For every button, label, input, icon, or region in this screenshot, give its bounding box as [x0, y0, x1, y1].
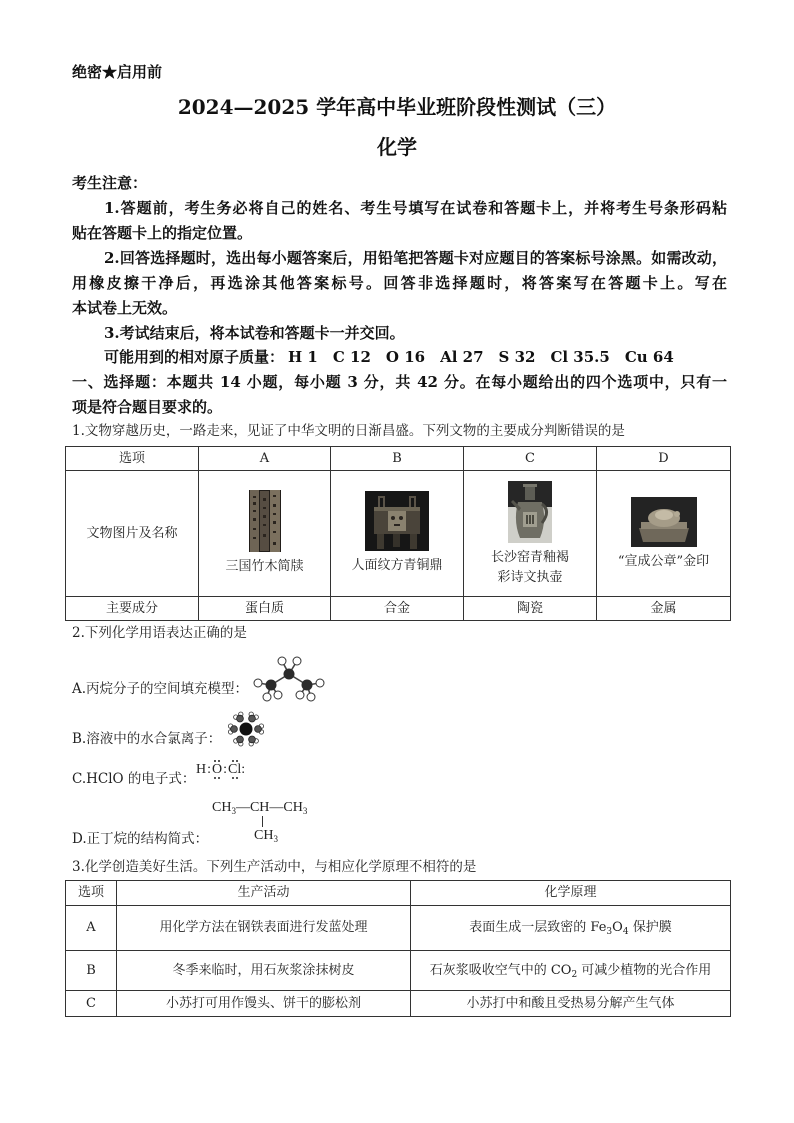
ewer-photo: [508, 481, 552, 543]
principle-cell: [411, 906, 731, 951]
question-2-stem: 2.下列化学用语表达正确的是: [72, 625, 247, 641]
subscript: 3: [273, 834, 278, 844]
table-row: [66, 991, 731, 1017]
propane-model-figure: [253, 652, 325, 702]
hydrated-chloride-figure: [225, 711, 267, 747]
production-principle-table: [65, 880, 731, 1017]
exam-title: 2024—2025 学年高中毕业班阶段性测试（三）: [177, 95, 617, 119]
component-cell-d: 金属: [597, 597, 731, 621]
artifact-c: [464, 471, 596, 588]
carbon-atoms: [266, 669, 313, 691]
principle-text: O: [612, 920, 623, 935]
atomic-mass-label: 可能用到的相对原子质量：: [104, 348, 285, 366]
component-cell-a: 蛋白质: [199, 597, 331, 621]
shared-pair: :: [207, 762, 212, 777]
atomic-mass-item: S 32: [498, 348, 536, 366]
option-cell: B: [66, 951, 117, 991]
artifact-b: [331, 471, 463, 576]
artifact-caption: 人面纹方青铜鼎: [351, 558, 443, 573]
question-1-stem: 1.文物穿越历史，一路走来，见证了中华文明的日渐昌盛。下列文物的主要成分判断错误的是: [72, 423, 625, 439]
chloride-ion: [240, 723, 253, 736]
header-cell-activity: 生产活动: [117, 881, 411, 906]
principle-text: 石灰浆吸收空气中的 CO: [429, 962, 572, 978]
principle-text: 表面生成一层致密的 Fe: [469, 920, 607, 935]
table-row: [66, 951, 731, 991]
header-cell-a: A: [199, 447, 331, 471]
lone-pair: :: [241, 762, 246, 777]
artifact-caption: 长沙窑青釉褐: [490, 550, 569, 565]
methyl-group: CH: [212, 800, 232, 815]
atomic-masses-line: [104, 347, 674, 367]
confidential-mark: 绝密★启用前: [72, 63, 163, 81]
gold-seal-photo: [631, 497, 697, 547]
chain-middle: —CH—CH: [235, 800, 303, 815]
principle-text: 保护膜: [628, 920, 672, 935]
header-cell-option: 选项: [66, 881, 117, 906]
header-cell-b: B: [331, 447, 464, 471]
atom-h: H: [196, 762, 207, 777]
notice-item-2-line-3: 本试卷上无效。: [72, 299, 178, 317]
atomic-mass-item: C 12: [332, 348, 371, 366]
principle-cell: 小苏打中和酸且受热易分解产生气体: [411, 991, 731, 1017]
artifact-cell-c: [464, 471, 597, 597]
bronze-ding-photo: [365, 491, 429, 551]
table-row: [66, 906, 731, 951]
atom-cl: Cl: [228, 762, 242, 777]
subscript: 3: [231, 806, 236, 816]
subscript: 3: [606, 927, 613, 937]
subscript: 2: [571, 969, 578, 980]
atomic-mass-item: Cu 64: [624, 348, 674, 366]
artifact-cell-b: [331, 471, 464, 597]
artifact-a: [199, 471, 330, 577]
option-cell: A: [66, 906, 117, 951]
atomic-mass-item: O 16: [385, 348, 426, 366]
artifact-table: [65, 446, 731, 621]
section-heading-line-2: 项是符合题目要求的。: [72, 398, 223, 416]
notice-item-3: 3.考试结束后，将本试卷和答题卡一并交回。: [104, 324, 405, 342]
subscript: 4: [622, 927, 629, 937]
header-cell-principle: 化学原理: [411, 881, 731, 906]
header-cell-option: 选项: [66, 447, 199, 471]
shared-pair: :: [223, 762, 228, 777]
artifact-cell-d: [597, 471, 731, 597]
branch-bond: [262, 816, 263, 827]
notice-item-1-line-2: 贴在答题卡上的指定位置。: [72, 224, 253, 242]
question-3-stem: 3.化学创造美好生活。下列生产活动中，与相应化学原理不相符的是: [72, 859, 477, 875]
option-c-text: C.HClO 的电子式：: [72, 771, 196, 787]
ewer-inscription: [526, 515, 534, 524]
artifact-caption: “宣成公章”金印: [617, 554, 710, 569]
component-row: [66, 597, 731, 621]
subject-title: 化学: [377, 135, 417, 159]
atomic-mass-item: Cl 35.5: [550, 348, 610, 366]
artifact-caption: 彩诗文执壶: [497, 570, 563, 585]
activity-cell: 小苏打可用作馒头、饼干的膨松剂: [117, 991, 411, 1017]
methyl-group: CH: [254, 828, 274, 843]
artifact-image-row: [66, 471, 731, 597]
component-cell-b: 合金: [331, 597, 464, 621]
notice-heading: 考生注意：: [72, 174, 148, 192]
atom-o: O: [212, 762, 223, 777]
subscript: 3: [302, 806, 308, 816]
bamboo-slips-photo: [249, 490, 281, 552]
branch-methyl: [254, 827, 278, 844]
principle-text: 可减少植物的光合作用: [577, 962, 712, 978]
component-cell-c: 陶瓷: [464, 597, 597, 621]
header-cell-c: C: [464, 447, 597, 471]
section-heading-line-1: 一、选择题：本题共 14 小题，每小题 3 分，共 42 分。在每小题给出的四个选项中，只有一: [72, 373, 727, 391]
header-cell-d: D: [597, 447, 731, 471]
row-label-component: 主要成分: [66, 597, 199, 621]
artifact-caption: 三国竹木简牍: [225, 559, 304, 574]
row-label-images: 文物图片及名称: [66, 471, 199, 597]
notice-item-2-line-1: 2.回答选择题时，选出每小题答案后，用铅笔把答题卡对应题目的答案标号涂黑。如需改动，: [104, 249, 727, 267]
option-a-text: A.丙烷分子的空间填充模型：: [72, 681, 249, 697]
atomic-mass-item: Al 27: [440, 348, 484, 366]
main-chain: [212, 799, 307, 816]
activity-cell: 冬季来临时，用石灰浆涂抹树皮: [117, 951, 411, 991]
table-header-row: [66, 881, 731, 906]
option-b-text: B.溶液中的水合氯离子：: [72, 731, 222, 747]
table-header-row: [66, 447, 731, 471]
artifact-cell-a: [199, 471, 331, 597]
notice-item-2-line-2: 用橡皮擦干净后，再选涂其他答案标号。回答非选择题时，将答案写在答题卡上。写在: [72, 274, 727, 292]
option-d-text: D.正丁烷的结构简式：: [72, 831, 209, 847]
artifact-d: [597, 471, 730, 572]
notice-item-1-line-1: 1.答题前，考生务必将自己的姓名、考生号填写在试卷和答题卡上，并将考生号条形码粘: [104, 199, 727, 217]
structural-formula: [212, 799, 322, 845]
option-cell: C: [66, 991, 117, 1017]
hclo-electron-formula: [196, 761, 245, 778]
activity-cell: 用化学方法在钢铁表面进行发蓝处理: [117, 906, 411, 951]
atomic-mass-item: H 1: [288, 348, 318, 366]
principle-cell: [411, 951, 731, 991]
